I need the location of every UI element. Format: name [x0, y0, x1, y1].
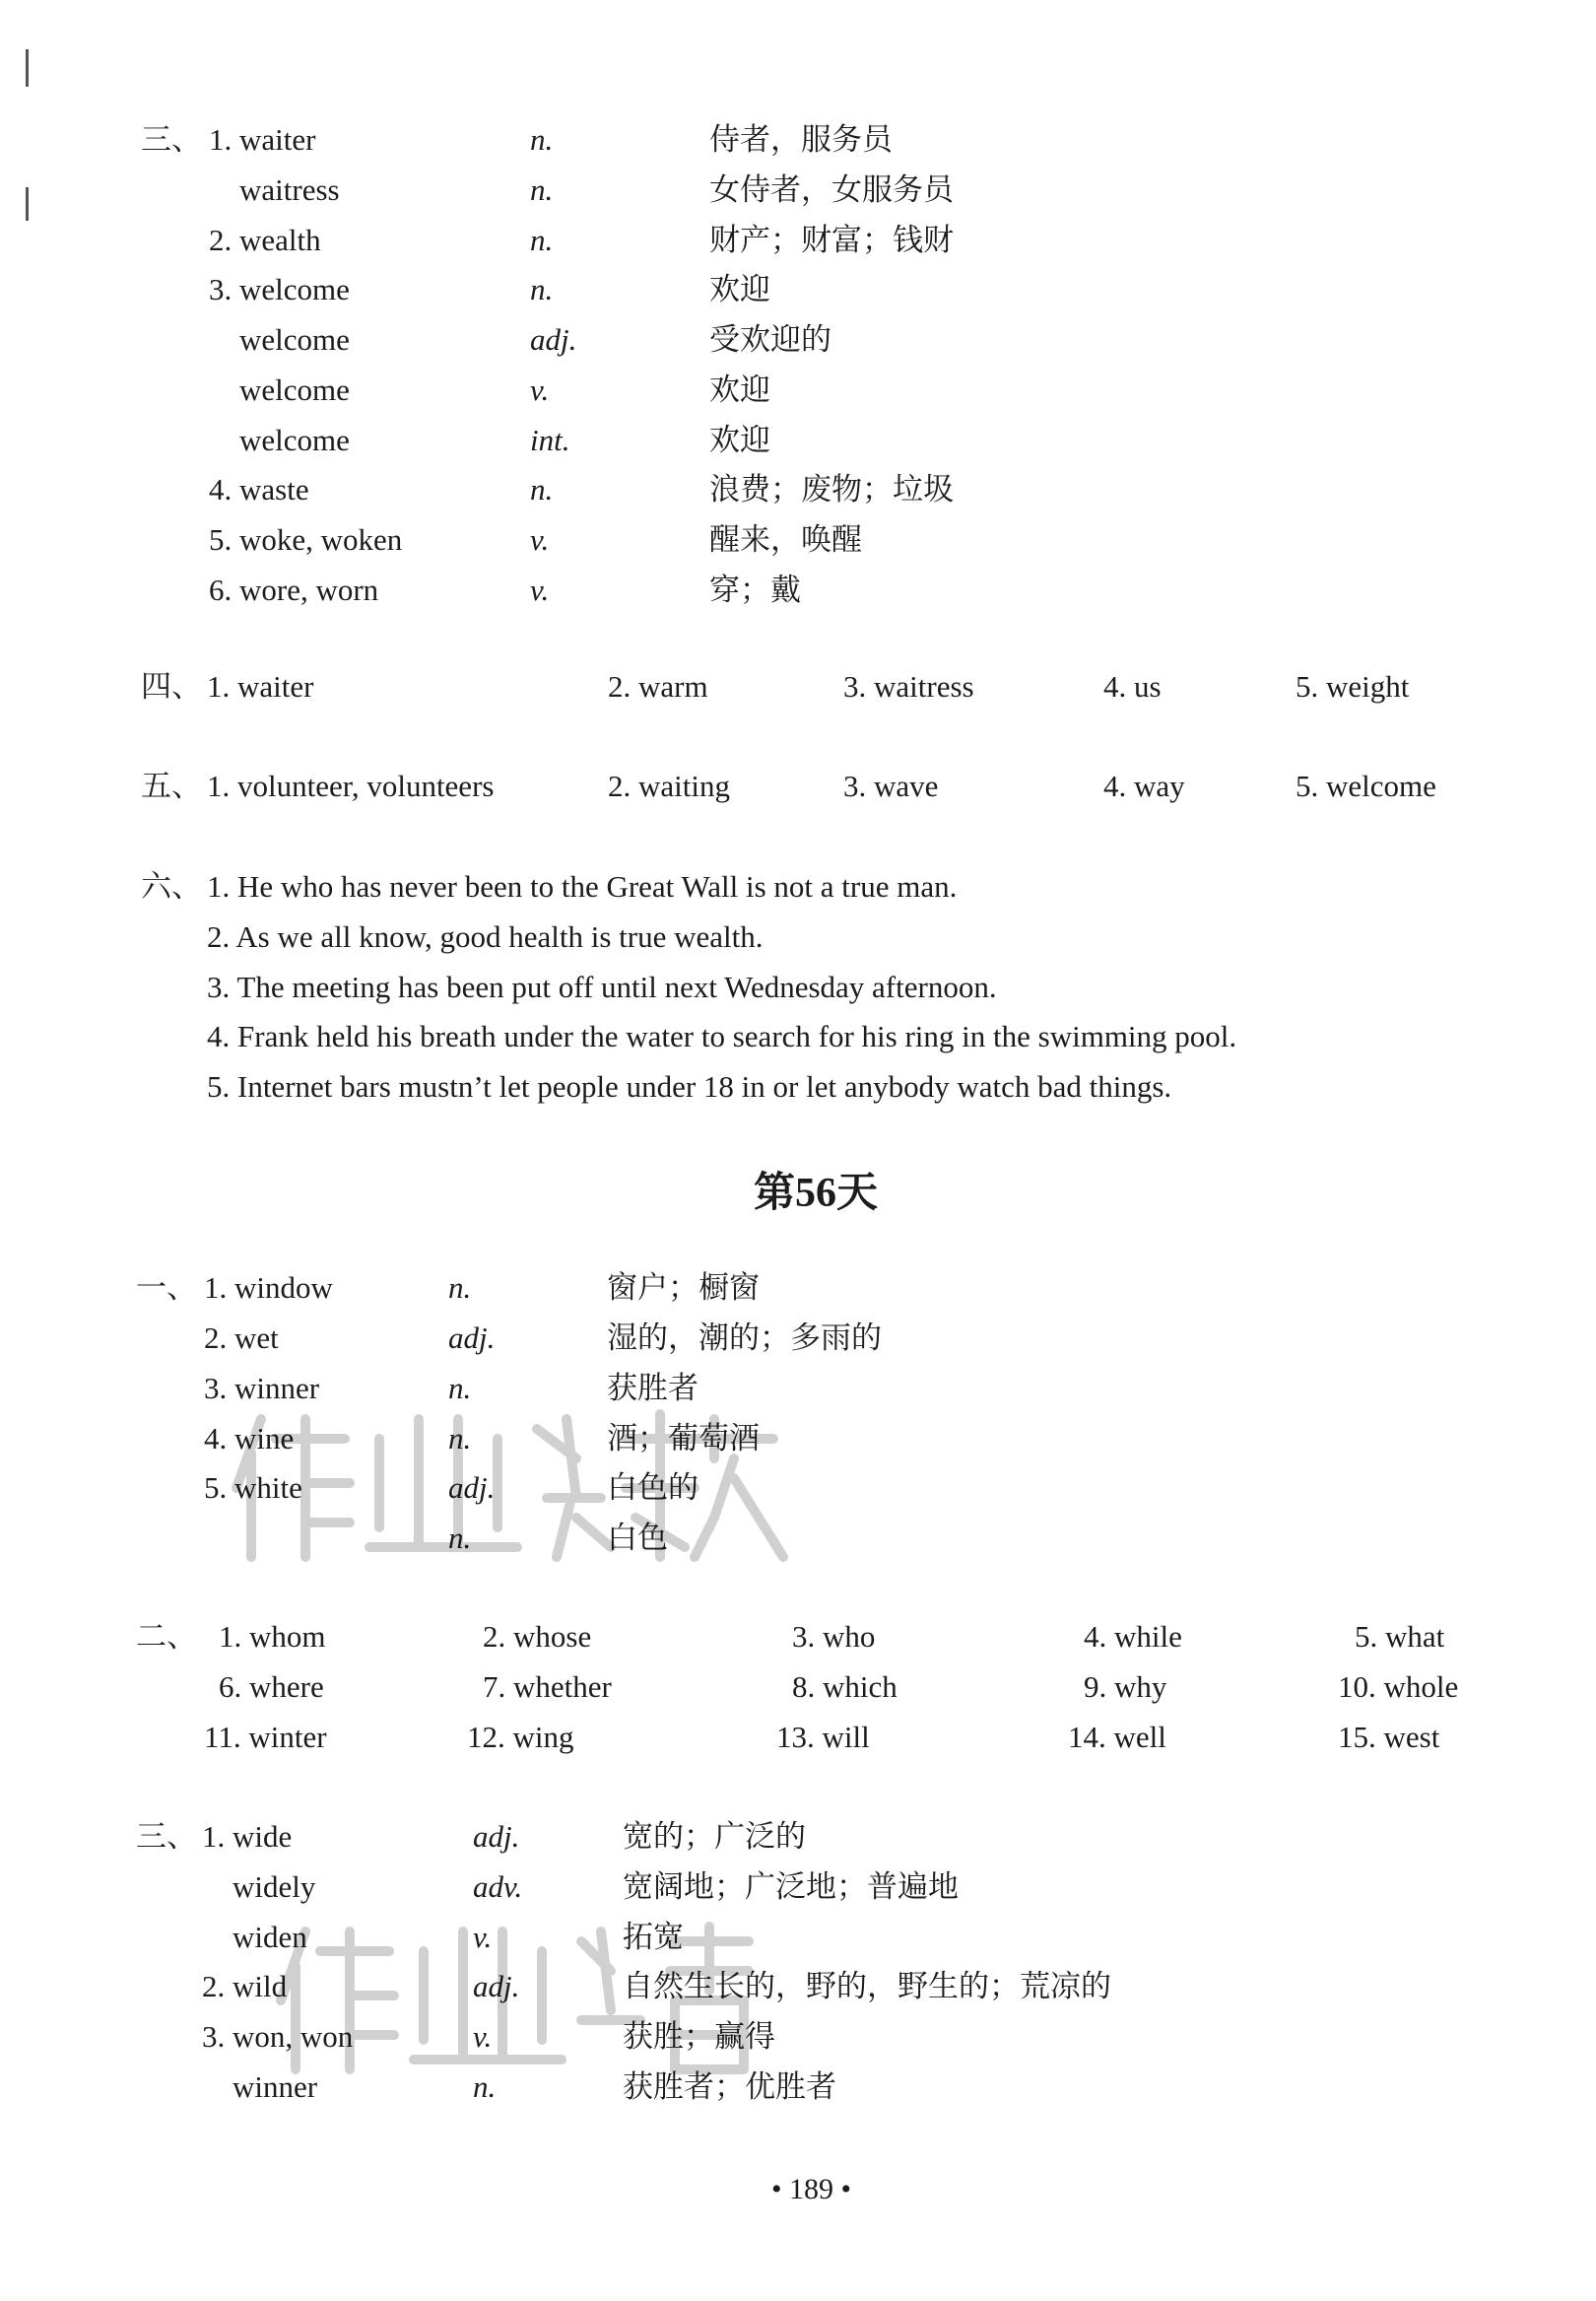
- vocab-meaning: 穿；戴: [709, 573, 801, 607]
- vocab-pos: adv.: [473, 1869, 523, 1904]
- vocab-meaning: 女侍者，女服务员: [709, 172, 954, 207]
- vocab-pos: int.: [530, 423, 570, 457]
- answer-item: 4. way: [1103, 769, 1185, 803]
- scan-edge-mark: [26, 187, 29, 221]
- vocab-word: winner: [233, 2069, 318, 2104]
- vocab-meaning: 财产；财富；钱财: [709, 223, 954, 257]
- vocab-pos: n.: [530, 472, 554, 507]
- vocab-pos: adj.: [473, 1819, 520, 1854]
- vocab-word: 3. won, won: [202, 2019, 354, 2054]
- vocab-word: 2. wild: [202, 1969, 288, 2003]
- answer-item: 4. us: [1103, 669, 1162, 704]
- day-title: 第56天: [754, 1171, 879, 1216]
- vocab-meaning: 获胜；赢得: [623, 2019, 775, 2054]
- sentence-line: 2. As we all know, good health is true wealth.: [207, 919, 764, 954]
- vocab-meaning: 窗户；橱窗: [607, 1270, 760, 1305]
- section-label: 三、: [141, 122, 202, 157]
- vocab-word: 4. wine: [204, 1421, 295, 1455]
- vocab-pos: v.: [530, 573, 550, 607]
- section-label: 三、: [136, 1819, 197, 1854]
- vocab-meaning: 自然生长的，野的，野生的；荒凉的: [623, 1969, 1111, 2003]
- section-label: 一、: [136, 1270, 197, 1305]
- vocab-meaning: 白色的: [607, 1470, 698, 1505]
- vocab-pos: n.: [448, 1421, 472, 1455]
- answer-item: 8. which: [792, 1669, 898, 1704]
- sentence-line: 5. Internet bars mustn’t let people under 18 in or let anybody watch bad things.: [207, 1069, 1172, 1104]
- answer-item: 4. while: [1084, 1619, 1182, 1654]
- answer-item: 1. waiter: [207, 669, 314, 704]
- vocab-pos: adj.: [530, 322, 577, 357]
- answer-item: 5. welcome: [1296, 769, 1436, 803]
- vocab-word: 5. white: [204, 1470, 302, 1505]
- section-label: 五、: [141, 769, 202, 803]
- vocab-meaning: 浪费；废物；垃圾: [709, 472, 954, 507]
- vocab-word: 2. wealth: [209, 223, 321, 257]
- vocab-word: widen: [233, 1920, 307, 1954]
- vocab-word: 3. welcome: [209, 272, 350, 306]
- answer-item: 1. whom: [219, 1619, 326, 1654]
- scan-edge-mark: [26, 49, 29, 87]
- vocab-word: widely: [233, 1869, 316, 1904]
- watermark-logo: [222, 1399, 793, 1572]
- vocab-meaning: 受欢迎的: [709, 322, 831, 357]
- vocab-pos: n.: [530, 122, 554, 157]
- vocab-meaning: 宽阔地；广泛地；普遍地: [623, 1869, 959, 1904]
- vocab-word: 1. window: [204, 1270, 333, 1305]
- vocab-pos: n.: [530, 172, 554, 207]
- vocab-meaning: 欢迎: [709, 423, 770, 457]
- vocab-pos: adj.: [448, 1320, 496, 1355]
- vocab-pos: n.: [473, 2069, 497, 2104]
- vocab-word: welcome: [239, 372, 350, 407]
- answer-item: 10. whole: [1338, 1669, 1459, 1704]
- vocab-pos: n.: [530, 272, 554, 306]
- vocab-pos: n.: [448, 1371, 472, 1405]
- answer-item: 7. whether: [483, 1669, 612, 1704]
- answer-item: 3. waitress: [843, 669, 974, 704]
- sentence-line: 3. The meeting has been put off until next Wednesday afternoon.: [207, 970, 997, 1004]
- vocab-word: 1. wide: [202, 1819, 293, 1854]
- vocab-pos: adj.: [448, 1470, 496, 1505]
- vocab-word: 5. woke, woken: [209, 522, 403, 557]
- vocab-pos: v.: [473, 2019, 493, 2054]
- vocab-meaning: 欢迎: [709, 372, 770, 407]
- vocab-pos: v.: [530, 522, 550, 557]
- vocab-meaning: 侍者，服务员: [709, 122, 893, 157]
- sentence-line: 1. He who has never been to the Great Wall is not a true man.: [207, 869, 958, 904]
- vocab-meaning: 获胜者: [607, 1371, 698, 1405]
- answer-item: 11. winter: [204, 1720, 327, 1754]
- vocab-meaning: 拓宽: [623, 1920, 684, 1954]
- section-label: 四、: [141, 669, 202, 704]
- answer-item: 14. well: [1068, 1720, 1166, 1754]
- answer-item: 5. what: [1355, 1619, 1445, 1654]
- answer-item: 12. wing: [467, 1720, 574, 1754]
- answer-item: 2. waiting: [608, 769, 730, 803]
- vocab-word: 6. wore, worn: [209, 573, 379, 607]
- vocab-meaning: 白色: [607, 1521, 668, 1555]
- answer-item: 15. west: [1338, 1720, 1440, 1754]
- vocab-meaning: 酒；葡萄酒: [607, 1421, 760, 1455]
- vocab-pos: adj.: [473, 1969, 520, 2003]
- watermark-logo: [266, 1912, 778, 2079]
- vocab-word: 2. wet: [204, 1320, 279, 1355]
- sentence-line: 4. Frank held his breath under the water to search for his ring in the swimming pool.: [207, 1019, 1237, 1053]
- vocab-word: welcome: [239, 423, 350, 457]
- answer-item: 9. why: [1084, 1669, 1167, 1704]
- vocab-word: 1. waiter: [209, 122, 316, 157]
- vocab-pos: n.: [448, 1270, 472, 1305]
- answer-item: 13. will: [776, 1720, 870, 1754]
- answer-item: 3. wave: [843, 769, 939, 803]
- section-label: 六、: [141, 869, 202, 904]
- answer-item: 2. warm: [608, 669, 708, 704]
- vocab-meaning: 宽的；广泛的: [623, 1819, 806, 1854]
- vocab-word: 4. waste: [209, 472, 309, 507]
- vocab-meaning: 湿的，潮的；多雨的: [607, 1320, 882, 1355]
- vocab-pos: v.: [473, 1920, 493, 1954]
- answer-item: 3. who: [792, 1619, 876, 1654]
- answer-item: 2. whose: [483, 1619, 592, 1654]
- answer-item: 6. where: [219, 1669, 324, 1704]
- vocab-meaning: 获胜者；优胜者: [623, 2069, 836, 2104]
- page-number: • 189 •: [771, 2173, 852, 2205]
- vocab-word: 3. winner: [204, 1371, 320, 1405]
- vocab-pos: n.: [530, 223, 554, 257]
- section-label: 二、: [136, 1619, 197, 1654]
- vocab-word: welcome: [239, 322, 350, 357]
- answer-item: 1. volunteer, volunteers: [207, 769, 495, 803]
- vocab-meaning: 醒来，唤醒: [709, 522, 862, 557]
- vocab-pos: n.: [448, 1521, 472, 1555]
- answer-item: 5. weight: [1296, 669, 1410, 704]
- vocab-pos: v.: [530, 372, 550, 407]
- vocab-meaning: 欢迎: [709, 272, 770, 306]
- vocab-word: waitress: [239, 172, 340, 207]
